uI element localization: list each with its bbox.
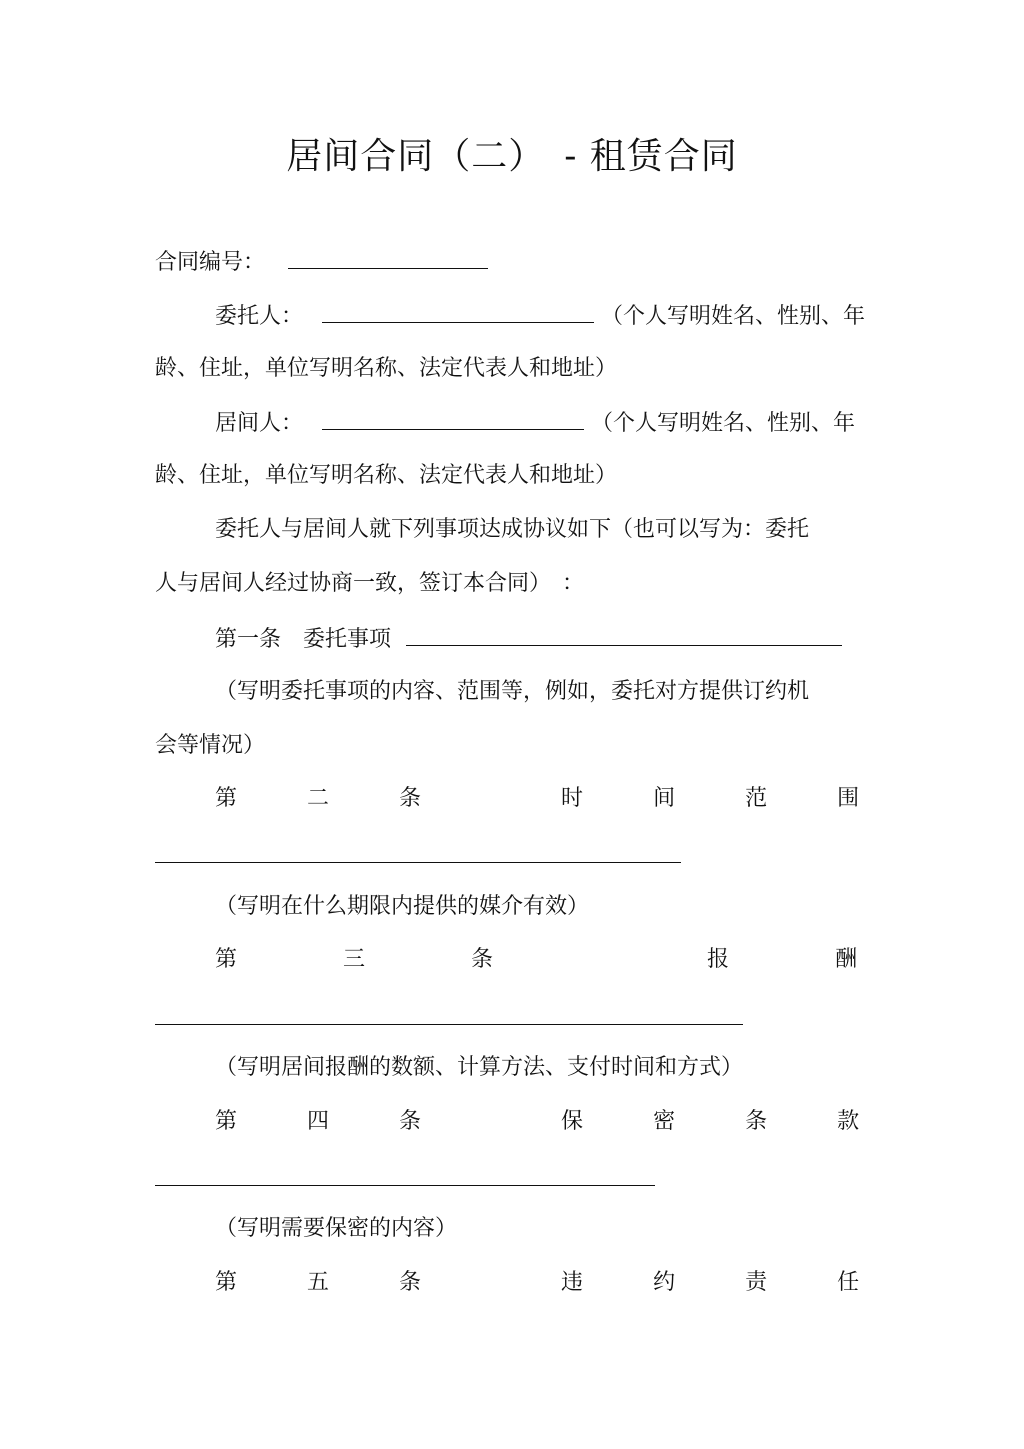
article-2-char: 范 [745, 786, 768, 811]
contract-number-line [155, 246, 488, 278]
article-2-blank[interactable] [155, 862, 681, 863]
article-4-char: 第 [215, 1109, 238, 1134]
article-5-heading [215, 1268, 869, 1298]
client-label: 委托人： [215, 304, 304, 329]
article-3-char: 第 [215, 947, 238, 972]
broker-blank[interactable] [322, 407, 584, 430]
article-1-note-continued: 会等情况） [155, 733, 266, 758]
article-3-char: 三 [343, 947, 366, 972]
article-2-char: 时 [561, 786, 584, 811]
article-5-char: 五 [307, 1270, 330, 1295]
article-3-char: 酬 [835, 947, 858, 972]
agreement-text: 委托人与居间人就下列事项达成协议如下（也可以写为：委托 [215, 517, 810, 542]
article-5-char: 第 [215, 1270, 238, 1295]
broker-note-continued: 龄、住址，单位写明名称、法定代表人和地址） [155, 463, 618, 488]
article-5-char: 违 [561, 1270, 584, 1295]
contract-number-label: 合同编号： [155, 250, 266, 275]
article-3-char: 报 [707, 947, 730, 972]
contract-number-blank[interactable] [288, 246, 488, 269]
article-1-blank[interactable] [406, 623, 842, 646]
broker-line [215, 407, 855, 439]
article-4-heading [215, 1107, 869, 1137]
article-4-char: 四 [307, 1109, 330, 1134]
article-4-char: 保 [561, 1109, 584, 1134]
article-2-char: 第 [215, 786, 238, 811]
article-5-char: 条 [399, 1270, 422, 1295]
article-2-char: 条 [399, 786, 422, 811]
article-3-char: 条 [471, 947, 494, 972]
article-1-note: （写明委托事项的内容、范围等，例如，委托对方提供订约机 [215, 679, 810, 704]
article-4-char: 条 [399, 1109, 422, 1134]
broker-label: 居间人： [215, 411, 304, 436]
article-3-heading [215, 945, 869, 975]
document-title: 居间合同（二） - 租赁合同 [286, 136, 738, 177]
article-3-note: （写明居间报酬的数额、计算方法、支付时间和方式） [215, 1055, 744, 1080]
article-5-char: 责 [745, 1270, 768, 1295]
client-note: （个人写明姓名、性别、年 [601, 304, 866, 329]
article-4-char: 密 [653, 1109, 676, 1134]
article-1-label: 第一条 委托事项 [215, 627, 392, 652]
article-5-char: 任 [837, 1270, 860, 1295]
article-2-note: （写明在什么期限内提供的媒介有效） [215, 894, 590, 919]
client-note-continued: 龄、住址，单位写明名称、法定代表人和地址） [155, 356, 618, 381]
article-4-blank[interactable] [155, 1185, 655, 1186]
article-3-blank[interactable] [155, 1024, 743, 1025]
agreement-text-continued: 人与居间人经过协商一致，签订本合同） ： [155, 571, 585, 596]
article-4-note: （写明需要保密的内容） [215, 1216, 458, 1241]
article-4-char: 款 [837, 1109, 860, 1134]
article-2-char: 间 [653, 786, 676, 811]
article-2-char: 二 [307, 786, 330, 811]
article-2-char: 围 [837, 786, 860, 811]
client-blank[interactable] [322, 300, 594, 323]
article-2-heading [215, 784, 869, 814]
broker-note: （个人写明姓名、性别、年 [591, 411, 856, 436]
article-1-line [215, 623, 842, 655]
client-line [215, 300, 865, 332]
article-4-char: 条 [745, 1109, 768, 1134]
article-5-char: 约 [653, 1270, 676, 1295]
